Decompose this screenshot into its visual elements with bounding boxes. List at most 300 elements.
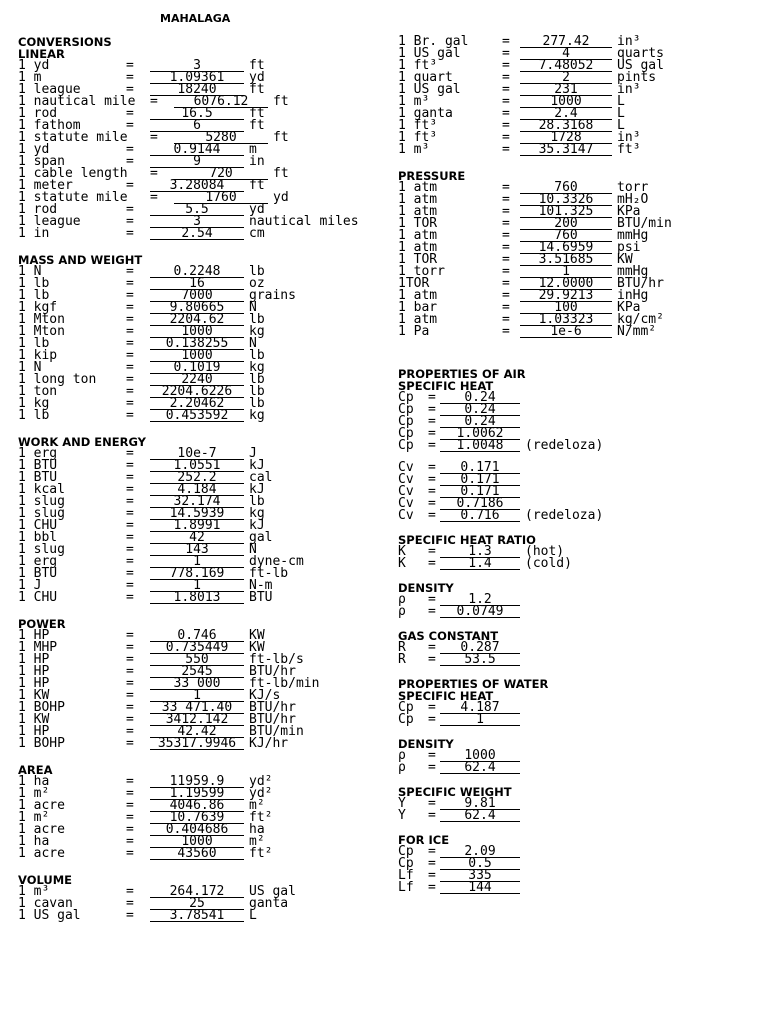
row-equals-sign: = — [126, 276, 134, 291]
row-equals-sign: = — [126, 226, 134, 241]
row-unit: N-m — [249, 578, 273, 593]
conversion-row — [398, 254, 768, 266]
section-heading: SPECIFIC HEAT — [398, 689, 494, 703]
row-label: R — [398, 640, 406, 655]
row-equals-sign: = — [150, 94, 158, 109]
row-value: 1000 — [520, 96, 612, 108]
row-value: 10.7639 — [150, 812, 244, 824]
conversion-row — [398, 96, 768, 108]
row-unit: lb — [249, 312, 265, 327]
row-equals-sign: = — [126, 494, 134, 509]
row-equals-sign: = — [126, 300, 134, 315]
row-value: 0.9144 — [150, 144, 244, 156]
row-equals-sign: = — [428, 748, 436, 763]
row-label: 1 BOHP — [18, 700, 65, 715]
row-label: Cp — [398, 426, 414, 441]
row-value: 1.0048 — [440, 440, 520, 452]
row-value: 3412.142 — [150, 714, 244, 726]
row-unit: BTU/hr — [249, 664, 296, 679]
row-value: 43560 — [150, 848, 244, 860]
section-heading: MASS AND WEIGHT — [18, 253, 143, 267]
row-unit: m² — [249, 834, 265, 849]
row-equals-sign: = — [126, 58, 134, 73]
row-value: 0.171 — [440, 462, 520, 474]
conversion-row — [398, 846, 768, 858]
row-value: 7.48052 — [520, 60, 612, 72]
conversion-row — [398, 60, 768, 72]
conversion-row — [398, 654, 768, 666]
row-value: 0.746 — [150, 630, 244, 642]
row-label: Cp — [398, 856, 414, 871]
row-unit: ft — [273, 130, 289, 145]
row-label: Cp — [398, 700, 414, 715]
row-equals-sign: = — [126, 810, 134, 825]
row-equals-sign: = — [428, 652, 436, 667]
row-value: 11959.9 — [150, 776, 244, 788]
row-value: 3 — [150, 60, 244, 72]
conversion-row — [398, 750, 768, 762]
row-equals-sign: = — [126, 312, 134, 327]
row-unit: ft² — [249, 846, 273, 861]
row-value: 1 — [150, 690, 244, 702]
row-equals-sign: = — [126, 154, 134, 169]
row-equals-sign: = — [126, 884, 134, 899]
row-label: 1 ft³ — [398, 58, 438, 73]
row-unit: BTU/hr — [249, 712, 296, 727]
row-label: 1 atm — [398, 204, 438, 219]
row-unit: (redeloza) — [525, 508, 604, 523]
row-unit: cm — [249, 226, 265, 241]
row-equals-sign: = — [126, 324, 134, 339]
row-value: 252.2 — [150, 472, 244, 484]
row-unit: ft-lb/min — [249, 676, 320, 691]
row-equals-sign: = — [126, 834, 134, 849]
row-label: K — [398, 544, 406, 559]
row-label: 1 kgf — [18, 300, 58, 315]
row-label: 1 Mton — [18, 312, 65, 327]
row-equals-sign: = — [502, 252, 510, 267]
row-equals-sign: = — [502, 204, 510, 219]
row-value: 1e-6 — [520, 326, 612, 338]
row-label: Cp — [398, 390, 414, 405]
row-value: 33 471.40 — [150, 702, 244, 714]
row-label: 1 m — [18, 70, 42, 85]
section-heading: VOLUME — [18, 873, 73, 887]
conversion-row — [398, 290, 768, 302]
row-equals-sign: = — [126, 676, 134, 691]
right-column — [398, 36, 768, 894]
conversion-row — [398, 314, 768, 326]
row-label: 1 fathom — [18, 118, 81, 133]
row-unit: ganta — [249, 896, 289, 911]
row-value: 12.0000 — [520, 278, 612, 290]
row-label: 1 bbl — [18, 530, 58, 545]
row-value: 4046.86 — [150, 800, 244, 812]
conversion-row — [398, 594, 768, 606]
row-label: 1 TOR — [398, 252, 438, 267]
row-value: 200 — [520, 218, 612, 230]
row-equals-sign: = — [502, 276, 510, 291]
row-value: 0.24 — [440, 392, 520, 404]
row-unit: kg — [249, 506, 265, 521]
row-value: 2.4 — [520, 108, 612, 120]
row-unit: BTU — [249, 590, 273, 605]
row-value: 62.4 — [440, 810, 520, 822]
row-equals-sign: = — [502, 130, 510, 145]
row-value: 100 — [520, 302, 612, 314]
section-area — [18, 764, 380, 860]
page-title: MAHALAGA — [160, 12, 231, 25]
row-value: 9 — [150, 156, 244, 168]
row-label: 1 rod — [18, 202, 58, 217]
row-unit: L — [617, 94, 625, 109]
row-value: 143 — [150, 544, 244, 556]
row-equals-sign: = — [428, 856, 436, 871]
row-equals-sign: = — [502, 312, 510, 327]
row-unit: lb — [249, 372, 265, 387]
row-equals-sign: = — [126, 408, 134, 423]
row-label: Cp — [398, 844, 414, 859]
row-equals-sign: = — [150, 190, 158, 205]
row-unit: KPa — [617, 204, 641, 219]
row-value: 0.24 — [440, 404, 520, 416]
row-label: 1 HP — [18, 628, 50, 643]
row-equals-sign: = — [150, 166, 158, 181]
row-equals-sign: = — [126, 664, 134, 679]
row-label: Cv — [398, 472, 414, 487]
row-equals-sign: = — [502, 324, 510, 339]
conversion-row — [398, 870, 768, 882]
row-equals-sign: = — [126, 82, 134, 97]
row-label: 1 lb — [18, 288, 50, 303]
row-value: 3.28084 — [150, 180, 244, 192]
row-label: ρ — [398, 748, 406, 763]
row-value: 5280 — [174, 132, 268, 144]
row-label: 1 ft³ — [398, 130, 438, 145]
row-unit: J — [249, 446, 257, 461]
row-label: 1 KW — [18, 688, 50, 703]
row-unit: in³ — [617, 34, 641, 49]
row-value: 7000 — [150, 290, 244, 302]
row-label: 1 statute mile — [18, 190, 128, 205]
conversion-row — [398, 642, 768, 654]
row-equals-sign: = — [126, 798, 134, 813]
row-equals-sign: = — [428, 496, 436, 511]
conversion-row — [18, 592, 380, 604]
row-value: 1.8991 — [150, 520, 244, 532]
row-label: 1 span — [18, 154, 65, 169]
row-value: 3.78541 — [150, 910, 244, 922]
row-label: 1 slug — [18, 494, 65, 509]
row-label: 1 HP — [18, 676, 50, 691]
row-equals-sign: = — [502, 106, 510, 121]
row-value: 1.03323 — [520, 314, 612, 326]
row-unit: kg — [249, 324, 265, 339]
section-heading: LINEAR — [18, 47, 65, 61]
conversion-row — [18, 228, 380, 240]
row-unit: mmHg — [617, 264, 649, 279]
row-equals-sign: = — [126, 214, 134, 229]
row-label: 1 kcal — [18, 482, 65, 497]
row-equals-sign: = — [428, 844, 436, 859]
row-unit: ft — [249, 118, 265, 133]
row-label: 1 N — [18, 264, 42, 279]
row-equals-sign: = — [502, 34, 510, 49]
row-unit: kg — [249, 408, 265, 423]
row-unit: mH₂O — [617, 192, 649, 207]
row-equals-sign: = — [126, 336, 134, 351]
row-equals-sign: = — [428, 426, 436, 441]
section-density — [398, 738, 768, 774]
row-unit: US gal — [249, 884, 296, 899]
row-value: 1 — [150, 580, 244, 592]
row-equals-sign: = — [428, 868, 436, 883]
row-unit: N — [249, 336, 257, 351]
row-value: 0.404686 — [150, 824, 244, 836]
row-equals-sign: = — [502, 70, 510, 85]
row-unit: mmHg — [617, 228, 649, 243]
row-value: 550 — [150, 654, 244, 666]
row-equals-sign: = — [502, 300, 510, 315]
row-unit: oz — [249, 276, 265, 291]
section-specific-heat — [398, 368, 768, 522]
row-unit: yd — [273, 190, 289, 205]
row-value: 1.0062 — [440, 428, 520, 440]
row-unit: lb — [249, 348, 265, 363]
row-value: 2.09 — [440, 846, 520, 858]
row-label: 1 HP — [18, 664, 50, 679]
conversion-row — [398, 858, 768, 870]
row-label: ρ — [398, 760, 406, 775]
conversion-row — [398, 404, 768, 416]
row-equals-sign: = — [428, 760, 436, 775]
row-value: 1000 — [150, 350, 244, 362]
row-label: R — [398, 652, 406, 667]
row-value: 2240 — [150, 374, 244, 386]
conversion-row — [398, 714, 768, 726]
row-value: 9.81 — [440, 798, 520, 810]
row-unit: yd² — [249, 774, 273, 789]
row-label: 1 m³ — [18, 884, 50, 899]
section-heading: PROPERTIES OF WATER — [398, 677, 549, 691]
row-value: 1.4 — [440, 558, 520, 570]
row-value: 1.0551 — [150, 460, 244, 472]
row-unit: L — [617, 118, 625, 133]
section-power — [18, 618, 380, 750]
conversion-row — [398, 206, 768, 218]
row-label: 1 US gal — [18, 908, 81, 923]
row-equals-sign: = — [428, 880, 436, 895]
section-for-ice — [398, 834, 768, 894]
row-label: 1 cavan — [18, 896, 73, 911]
row-value: 4.187 — [440, 702, 520, 714]
row-equals-sign: = — [126, 712, 134, 727]
row-unit: US gal — [617, 58, 664, 73]
row-unit: yd² — [249, 786, 273, 801]
row-value: 335 — [440, 870, 520, 882]
row-equals-sign: = — [126, 118, 134, 133]
row-unit: BTU/hr — [617, 276, 664, 291]
row-label: 1 slug — [18, 542, 65, 557]
conversion-row — [398, 144, 768, 156]
row-label: 1 yd — [18, 58, 50, 73]
row-value: 42 — [150, 532, 244, 544]
row-value: 1000 — [440, 750, 520, 762]
row-unit: kg/cm² — [617, 312, 664, 327]
row-value: 0.2248 — [150, 266, 244, 278]
row-equals-sign: = — [428, 508, 436, 523]
row-equals-sign: = — [126, 106, 134, 121]
row-equals-sign: = — [502, 180, 510, 195]
conversion-row — [398, 702, 768, 714]
row-equals-sign: = — [126, 652, 134, 667]
row-label: ρ — [398, 604, 406, 619]
row-label: 1 acre — [18, 846, 65, 861]
row-unit: L — [617, 106, 625, 121]
row-unit: gal — [249, 530, 273, 545]
row-value: 6 — [150, 120, 244, 132]
conversion-row — [18, 848, 380, 860]
row-equals-sign: = — [428, 402, 436, 417]
row-unit: kJ — [249, 458, 265, 473]
row-unit: ft — [249, 82, 265, 97]
row-equals-sign: = — [126, 178, 134, 193]
row-label: Cp — [398, 438, 414, 453]
row-label: 1 BTU — [18, 566, 58, 581]
row-value: 0.287 — [440, 642, 520, 654]
row-unit: ft — [249, 58, 265, 73]
conversion-row — [398, 510, 768, 522]
section-work-and-energy — [18, 436, 380, 604]
section-density — [398, 582, 768, 618]
row-label: Cv — [398, 496, 414, 511]
row-value: 28.3168 — [520, 120, 612, 132]
row-unit: pints — [617, 70, 657, 85]
row-label: 1 bar — [398, 300, 438, 315]
row-value: 1.09361 — [150, 72, 244, 84]
row-label: 1 J — [18, 578, 42, 593]
row-equals-sign: = — [126, 470, 134, 485]
row-label: 1 atm — [398, 312, 438, 327]
row-equals-sign: = — [126, 590, 134, 605]
row-equals-sign: = — [126, 846, 134, 861]
row-equals-sign: = — [126, 372, 134, 387]
row-label: 1 BOHP — [18, 736, 65, 751]
row-equals-sign: = — [126, 384, 134, 399]
row-value: 53.5 — [440, 654, 520, 666]
row-label: Cv — [398, 484, 414, 499]
row-label: 1 ton — [18, 384, 58, 399]
row-equals-sign: = — [126, 542, 134, 557]
section-heading: DENSITY — [398, 737, 454, 751]
row-label: 1 kip — [18, 348, 58, 363]
row-value: 16.5 — [150, 108, 244, 120]
row-label: 1 lb — [18, 408, 50, 423]
row-unit: psi — [617, 240, 641, 255]
section-volume — [18, 874, 380, 922]
row-equals-sign: = — [126, 688, 134, 703]
row-label: Cp — [398, 414, 414, 429]
row-label: 1 acre — [18, 798, 65, 813]
row-equals-sign: = — [428, 592, 436, 607]
row-equals-sign: = — [502, 82, 510, 97]
row-unit: grains — [249, 288, 296, 303]
row-equals-sign: = — [126, 628, 134, 643]
row-label: 1 N — [18, 360, 42, 375]
row-label: Y — [398, 796, 406, 811]
row-equals-sign: = — [126, 458, 134, 473]
row-equals-sign: = — [126, 724, 134, 739]
row-unit: KPa — [617, 300, 641, 315]
conversion-row — [18, 738, 380, 750]
conversion-row — [398, 486, 768, 498]
row-value: 1.19599 — [150, 788, 244, 800]
conversion-row — [398, 474, 768, 486]
row-label: 1 yd — [18, 142, 50, 157]
row-label: K — [398, 556, 406, 571]
row-unit: ft² — [249, 810, 273, 825]
conversion-row — [398, 762, 768, 774]
row-unit: N — [249, 300, 257, 315]
section-specific-heat-ratio — [398, 534, 768, 570]
row-label: 1TOR — [398, 276, 430, 291]
row-equals-sign: = — [126, 360, 134, 375]
section-linear — [18, 36, 380, 240]
row-equals-sign: = — [126, 518, 134, 533]
row-value: 5.5 — [150, 204, 244, 216]
row-unit: yd — [249, 70, 265, 85]
row-value: 1 — [150, 556, 244, 568]
row-value: 3.51685 — [520, 254, 612, 266]
row-unit: ft — [249, 106, 265, 121]
row-value: 264.172 — [150, 886, 244, 898]
row-label: 1 atm — [398, 192, 438, 207]
row-equals-sign: = — [428, 808, 436, 823]
section-pressure — [398, 170, 768, 338]
row-unit: ft-lb — [249, 566, 289, 581]
row-label: 1 US gal — [398, 46, 461, 61]
row-unit: ft³ — [617, 142, 641, 157]
conversion-row — [398, 84, 768, 96]
row-label: 1 KW — [18, 712, 50, 727]
row-value: 1760 — [174, 192, 268, 204]
section-heading: PRESSURE — [398, 169, 466, 183]
row-label: Cv — [398, 460, 414, 475]
conversion-row — [18, 410, 380, 422]
row-value: 62.4 — [440, 762, 520, 774]
row-unit: lb — [249, 494, 265, 509]
row-label: 1 erg — [18, 446, 58, 461]
row-unit: cal — [249, 470, 273, 485]
row-unit: torr — [617, 180, 649, 195]
row-unit: KW — [249, 628, 265, 643]
row-equals-sign: = — [428, 390, 436, 405]
row-value: 18240 — [150, 84, 244, 96]
row-equals-sign: = — [126, 396, 134, 411]
row-unit: inHg — [617, 288, 649, 303]
row-label: 1 lb — [18, 276, 50, 291]
row-label: 1 Pa — [398, 324, 430, 339]
row-unit: BTU/hr — [249, 700, 296, 715]
row-label: 1 US gal — [398, 82, 461, 97]
row-label: 1 nautical mile — [18, 94, 136, 109]
row-label: 1 HP — [18, 724, 50, 739]
row-equals-sign: = — [428, 640, 436, 655]
row-value: 0.716 — [440, 510, 520, 522]
row-value: 14.6959 — [520, 242, 612, 254]
row-unit: (redeloza) — [525, 438, 604, 453]
conversion-row — [398, 392, 768, 404]
